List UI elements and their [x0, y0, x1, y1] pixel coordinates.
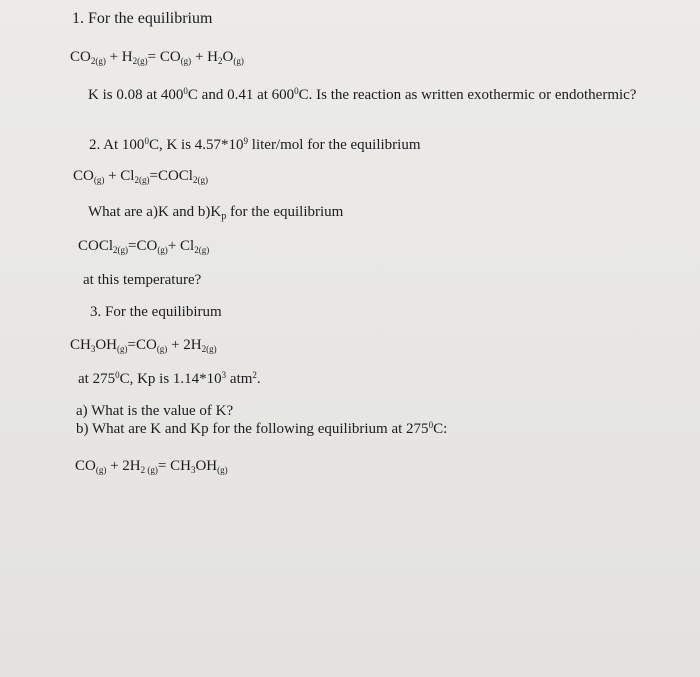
q2-tail: at this temperature? — [83, 272, 202, 288]
q3-heading: 3. For the equilibirum — [90, 304, 222, 320]
q1-heading: 1. For the equilibrium — [72, 10, 213, 27]
q3-equation-2: $CO_{(g)} + 2H_{2 (g)}= CH_3OH_{(g)}$ — [75, 458, 228, 475]
q2-equation-1: $CO_{(g)}$ + $Cl_{2(g)}=COCl_{2(g)}$ — [73, 168, 208, 185]
q2-question: What are a)K and $b)K_p$ for the equilibrium — [88, 204, 344, 222]
q3-condition: at $275^0C$, Kp is $1.14*10^3$ atm$^2$. — [78, 370, 261, 387]
q1-equation: $CO_{2(g)} + H_{2(g)}= CO_{(g)} + H_2O_{(g)}$ — [70, 49, 244, 66]
q3-part-a: a) What is the value of K? — [76, 403, 234, 419]
q2-equation-2: $COCl_{2(g)}=CO_{(g)}+ Cl_{2(g)}$ — [78, 238, 210, 255]
q3-equation: $CH_3OH_{(g)}=CO_{(g)} + 2H_{2(g)}$ — [70, 337, 217, 354]
q1-question: K is 0.08 at $400^0C$ and 0.41 at $600^0C$. Is the reaction as written exothermic or endothermic? — [88, 86, 637, 103]
q3-part-b: b) What are K and Kp for the following equilibrium at $275^0C$: — [76, 420, 448, 437]
q2-heading: 2. At $100^0C$, K is $4.57*10^9$ liter/mol for the equilibrium — [89, 136, 421, 153]
